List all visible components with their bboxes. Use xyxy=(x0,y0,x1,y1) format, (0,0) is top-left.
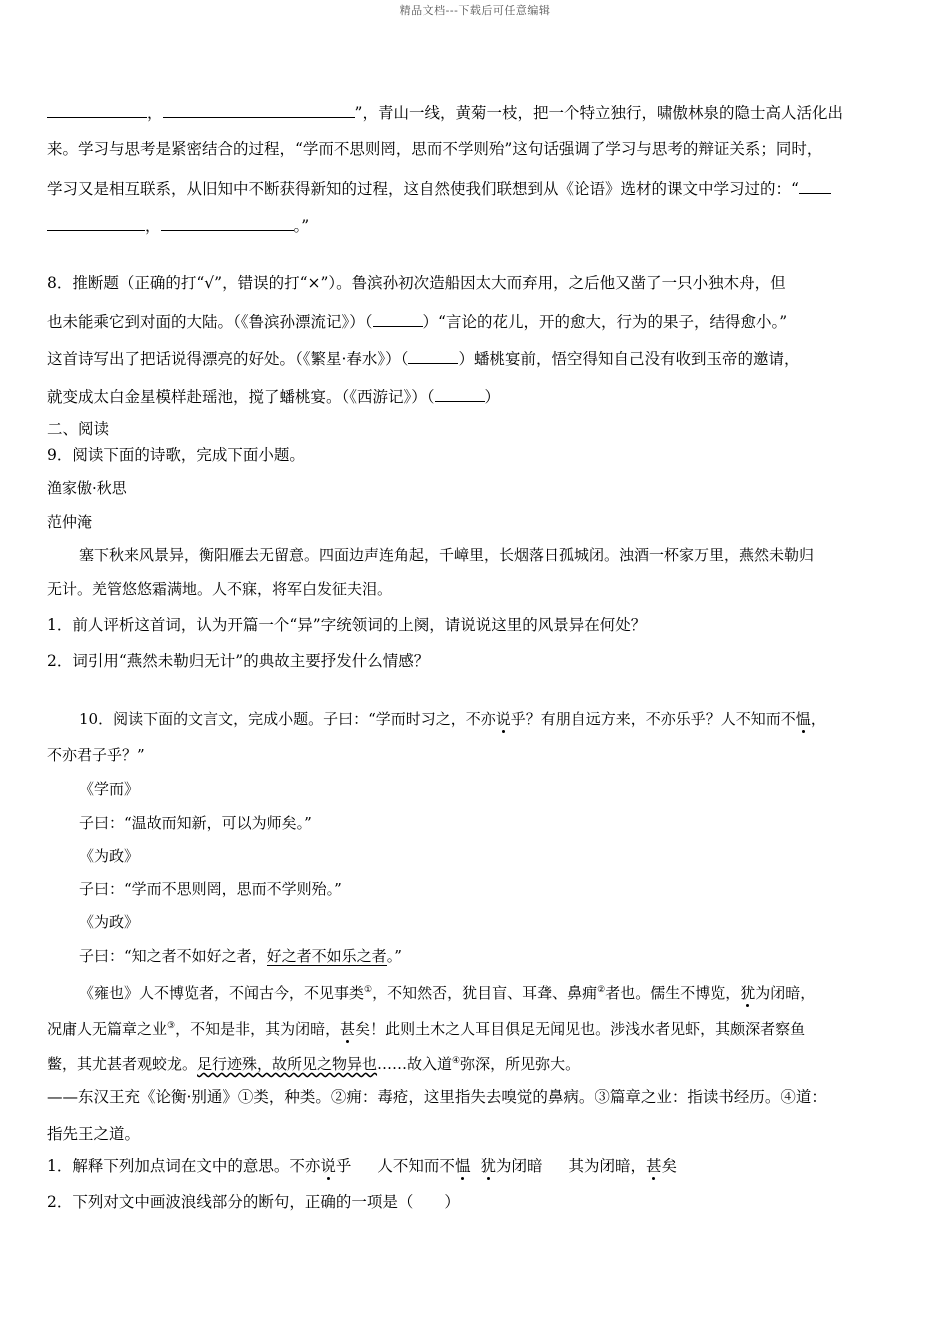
footnote-line-1: ——东汉王充《论衡·别通》①类，种类。②痈：毒疮，这里指失去嗅觉的鼻病。③篇章之业：指读书经历。④道： xyxy=(47,1088,827,1106)
answer-blank xyxy=(47,101,147,118)
q8-line-1: 8．推断题（正确的打“√”，错误的打“×”）。鲁滨孙初次造船因太大而弃用，之后他又凿了一只小独木舟，但 xyxy=(47,274,786,292)
wavy-underlined-text: 足行迹殊，故所见之物异也 xyxy=(197,1055,378,1073)
poem-author: 范仲淹 xyxy=(47,513,93,531)
dotted-char: 愠 xyxy=(454,1157,471,1175)
dotted-char: 甚 xyxy=(646,1157,662,1175)
answer-blank xyxy=(799,177,831,194)
quote: 子曰：“知之者不如好之者，好之者不如乐之者。” xyxy=(79,947,402,965)
q7-line-2: 来。学习与思考是紧密结合的过程，“学而不思则罔，思而不学则殆”这句话强调了学习与思考的辩证关系；同时， xyxy=(47,140,823,158)
q10-subquestion-1: 1．解释下列加点词在文中的意思。不亦说乎 人不知而不愠 犹为闭暗 其为闭暗，甚矣 xyxy=(47,1157,678,1175)
q9-subquestion-1: 1．前人评析这首词，认为开篇一个“异”字统领词的上阕，请说说这里的风景异在何处？ xyxy=(47,616,647,634)
answer-blank xyxy=(435,385,485,402)
answer-blank xyxy=(373,310,423,327)
q8-line-2: 也未能乘它到对面的大陆。（《鲁滨孙漂流记》）（ ）“言论的花儿，开的愈大，行为的果子，结得愈小。” xyxy=(47,310,787,332)
passage-line-1: 《雍也》人不博览者，不闻古今，不见事类①，不知然否，犹目盲、耳聋、鼻痈②者也。儒生不博览，犹为闭暗， xyxy=(79,984,816,1002)
answer-blank xyxy=(163,101,355,118)
q9-intro: 9．阅读下面的诗歌，完成下面小题。 xyxy=(47,446,305,464)
passage-line-3: 鳖，其尤甚者观蛟龙。足行迹殊，故所见之物异也……故入道④弥深，所见弥大。 xyxy=(47,1055,581,1073)
dotted-char: 甚 xyxy=(340,1020,356,1038)
q7-line-1: ， ”，青山一线，黄菊一枝，把一个特立独行，啸傲林泉的隐士高人活化出 xyxy=(47,101,843,123)
page-header: 精品文档---下载后可任意编辑 xyxy=(399,4,551,17)
source-label: 《学而》 xyxy=(79,780,140,798)
dotted-char: 愠 xyxy=(795,710,811,728)
source-label: 《为政》 xyxy=(79,847,140,865)
q7-line-3: 学习又是相互联系，从旧知中不断获得新知的过程，这自然使我们联想到从《论语》选材的课文中学习过的：“ xyxy=(47,177,831,199)
q10-subquestion-2: 2．下列对文中画波浪线部分的断句，正确的一项是（ ） xyxy=(47,1193,460,1211)
dotted-char: 说 xyxy=(320,1157,336,1175)
footnote-line-2: 指先王之道。 xyxy=(47,1125,141,1143)
dotted-char: 犹 xyxy=(740,984,756,1002)
dotted-char: 犹 xyxy=(480,1157,496,1175)
poem-title: 渔家傲·秋思 xyxy=(47,479,127,497)
quote: 子曰：“学而不思则罔，思而不学则殆。” xyxy=(79,880,342,898)
answer-blank xyxy=(408,347,458,364)
q9-subquestion-2: 2．词引用“燕然未勒归无计”的典故主要抒发什么情感？ xyxy=(47,652,430,670)
answer-blank xyxy=(161,214,294,231)
q7-line-4: ， 。” xyxy=(47,214,309,236)
answer-blank xyxy=(47,214,145,231)
q10-line-2: 不亦君子乎？” xyxy=(47,746,145,764)
poem-text-line-1: 塞下秋来风景异，衡阳雁去无留意。四面边声连角起，千嶂里，长烟落日孤城闭。浊酒一杯家万里，燕然未勒归 xyxy=(79,546,815,564)
q10-line-1: 10．阅读下面的文言文，完成小题。子曰：“学而时习之，不亦说乎？有朋自远方来，不亦乐乎？人不知而不愠， xyxy=(79,710,826,728)
source-label: 《为政》 xyxy=(79,913,140,931)
poem-text-line-2: 无计。羌管悠悠霜满地。人不寐，将军白发征夫泪。 xyxy=(47,580,393,598)
quote: 子曰：“温故而知新，可以为师矣。” xyxy=(79,814,312,832)
underlined-text: 好之者不如乐之者 xyxy=(266,947,387,965)
q8-line-4: 就变成太白金星模样赴瑶池，搅了蟠桃宴。（《西游记》）（ ） xyxy=(47,385,500,407)
section-heading: 二、阅读 xyxy=(47,420,110,438)
passage-line-2: 况庸人无篇章之业③，不知是非，其为闭暗，甚矣！此则土木之人耳目俱足无闻见也。涉浅水者见虾，其颇深者察鱼 xyxy=(47,1020,806,1038)
dotted-char: 说 xyxy=(495,710,511,728)
q8-line-3: 这首诗写出了把话说得漂亮的好处。（《繁星·春水》）（ ）蟠桃宴前，悟空得知自己没有收到玉帝的邀请， xyxy=(47,347,799,369)
